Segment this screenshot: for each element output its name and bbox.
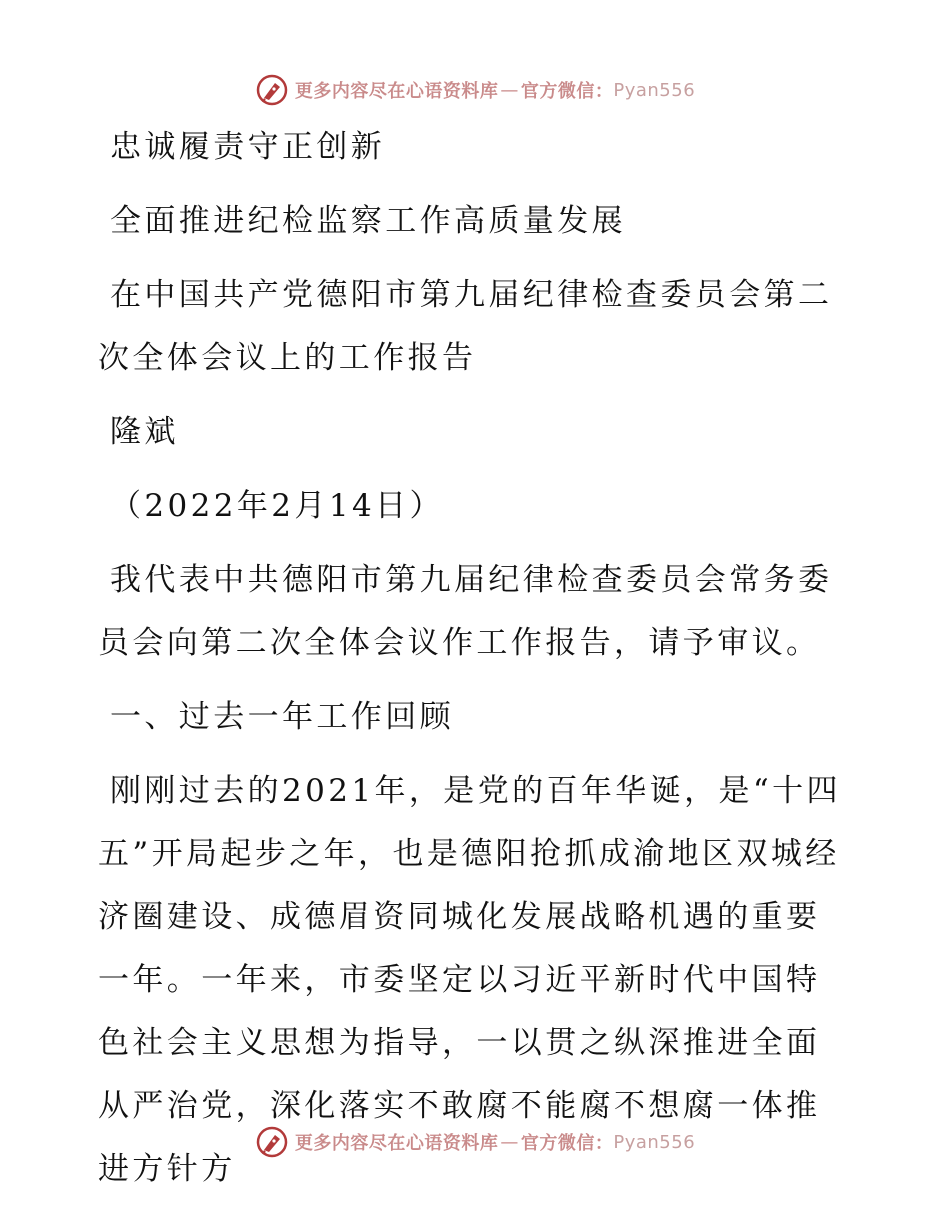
- doc-subtitle: 全面推进纪检监察工作高质量发展: [110, 203, 626, 239]
- watermark-official: 官方微信：: [520, 1133, 614, 1154]
- header-watermark: [0, 72, 950, 108]
- watermark-official: 官方微信：: [520, 81, 614, 102]
- doc-date: （2022年2月14日）: [110, 488, 444, 524]
- doc-paragraph-intro: 我代表中共德阳市第九届纪律检查委员会常务委员会向第二次全体会议作工作报告，请予审议。: [98, 562, 833, 661]
- doc-author: 隆斌: [110, 414, 179, 450]
- doc-section-heading: 一、过去一年工作回顾: [110, 699, 454, 735]
- pen-nib-circle-icon: [255, 1125, 289, 1159]
- watermark-id: Pyan556: [613, 1131, 696, 1153]
- doc-report-title: 在中国共产党德阳市第九届纪律检查委员会第二次全体会议上的工作报告: [98, 277, 833, 376]
- document-body: [98, 116, 853, 1210]
- watermark-dash: —: [500, 1131, 519, 1153]
- pen-nib-circle-icon: [255, 73, 289, 107]
- watermark-id: Pyan556: [613, 79, 696, 101]
- watermark-text: 更多内容尽在心语资料库: [294, 1133, 499, 1154]
- footer-watermark: [0, 1124, 950, 1160]
- doc-title: 忠诚履责守正创新: [110, 129, 386, 165]
- watermark-text: 更多内容尽在心语资料库: [294, 81, 499, 102]
- watermark-dash: —: [500, 79, 519, 101]
- doc-paragraph-body: 刚刚过去的2021年，是党的百年华诞，是“十四五”开局起步之年，也是德阳抢抓成渝地区双城经济圈建设、成德眉资同城化发展战略机遇的重要一年。一年来，市委坚定以习近平新时代中国特色社会主义思想为指导，一以贯之纵深推进全面从严治党，深化落实不敢腐不能腐不想腐一体推进方针方: [98, 773, 841, 1187]
